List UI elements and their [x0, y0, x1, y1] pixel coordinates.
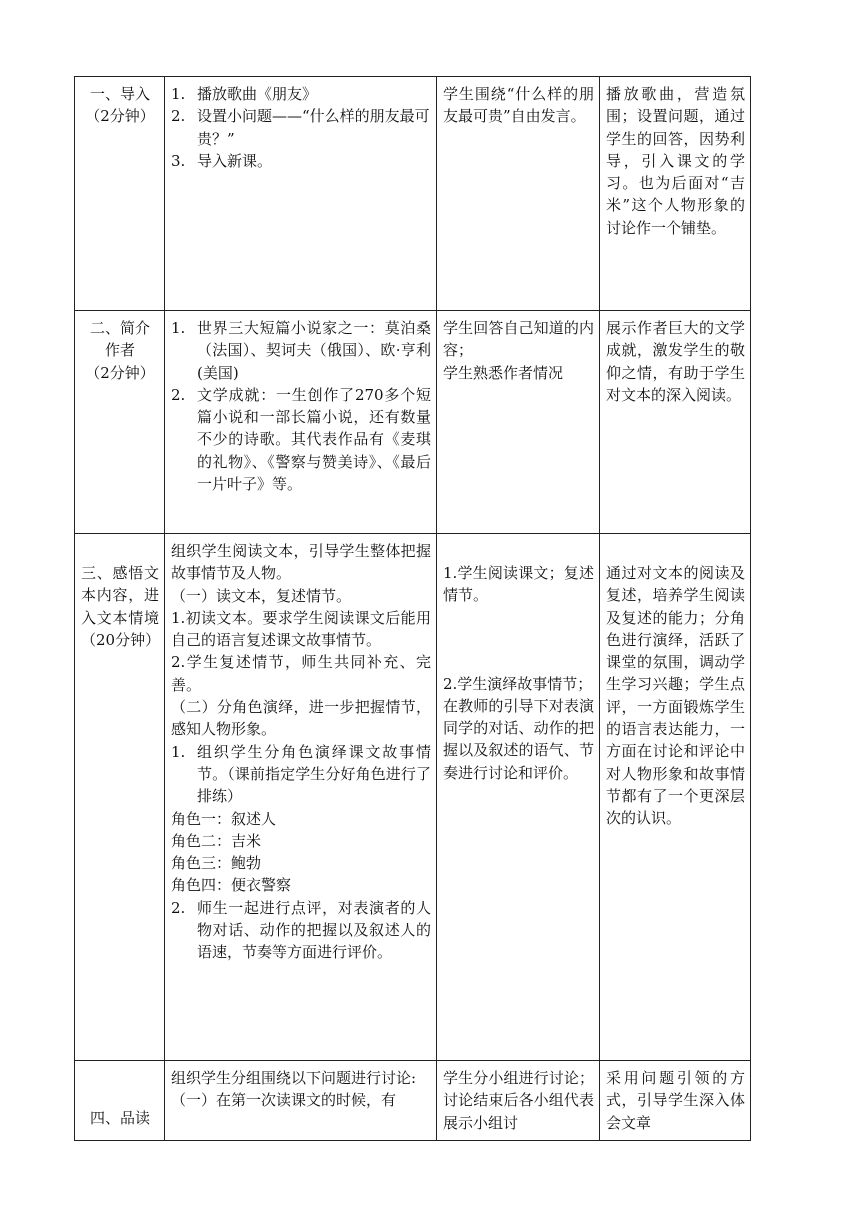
- teacher-activity-list: [171, 83, 431, 172]
- list-item: 1. 组织学生分角色演绎课文故事情节。（课前指定学生分好角色进行了排练）: [171, 742, 431, 806]
- table-row: [75, 534, 751, 1061]
- purpose-cell: 播放歌曲，营造氛围；设置问题，通过学生的回答，因势利导，引入课文的学习。也为后面对“吉米”这个人物形象的讨论作一个铺垫。: [600, 77, 751, 311]
- purpose-cell: 通过对文本的阅读及复述，培养学生阅读及复述的能力；分角色进行演绎，活跃了课堂的氛围，调动学生学习兴趣；学生点评，一方面锻炼学生的语言表达能力，一方面在讨论和评论中对人物形象和故事情节都有了一个更深层次的认识。: [600, 534, 751, 1061]
- lesson-plan-table: [74, 76, 751, 1141]
- stage-cell: [75, 77, 165, 311]
- stage-label: 四、品读: [89, 1108, 150, 1127]
- teacher-activity-cell: [165, 311, 437, 534]
- student-activity-cell: 学生分小组进行讨论；讨论结束后各小组代表展示小组讨: [437, 1061, 600, 1141]
- role-line: 角色一：叙述人: [171, 809, 277, 828]
- stage-cell: 二、简介 作者 （2分钟）: [75, 311, 165, 534]
- purpose-cell: 采用问题引领的方式，引导学生深入体会文章: [600, 1061, 751, 1141]
- purpose-cell: 展示作者巨大的文学成就，激发学生的敬仰之情，有助于学生对文本的深入阅读。: [600, 311, 751, 534]
- teacher-activity-list: [171, 897, 431, 964]
- role-line: 角色三：鲍勃: [171, 854, 262, 873]
- list-item: 1. 播放歌曲《朋友》: [171, 85, 318, 103]
- stage-cell: [75, 1061, 165, 1141]
- student-activity-cell: 1.学生阅读课文；复述情节。 2.学生演绎故事情节； 在教师的引导下对表演同学的对话、动作的把握以及叙述的语气、节奏进行讨论和评价。: [437, 534, 600, 1061]
- table-row: [75, 1061, 751, 1141]
- role-line: 角色二：吉米: [171, 831, 262, 850]
- stage-label: 三、感悟文本内容，进入文本情境（20分钟）: [81, 564, 161, 649]
- list-item: 2. 文学成就：一生创作了270多个短篇小说和一部长篇小说，还有数量不少的诗歌。其代表作品有《麦琪的礼物》、《警察与赞美诗》、《最后一片叶子》等。: [171, 385, 431, 494]
- list-item: 3. 导入新课。: [171, 151, 273, 170]
- role-line: 角色四：便衣警察: [171, 876, 292, 895]
- student-activity-cell: 学生回答自己知道的内容； 学生熟悉作者情况: [437, 311, 600, 534]
- stage-cell: [75, 534, 165, 1061]
- stage-label: 一、导入（2分钟）: [85, 85, 155, 126]
- list-item: 1. 世界三大短篇小说家之一：莫泊桑（法国）、契诃夫（俄国）、欧·亨利(美国): [171, 319, 431, 382]
- student-activity-cell: 学生围绕“什么样的朋友最可贵”自由发言。: [437, 77, 600, 311]
- teacher-activity-list: [171, 317, 431, 495]
- teacher-activity-cell: 组织学生分组围绕以下问题进行讨论: （一）在第一次读课文的时候，有: [165, 1061, 437, 1141]
- table-row: [75, 311, 751, 534]
- teacher-activity-cell: 组织学生阅读文本，引导学生整体把握故事情节及人物。 （一）读文本，复述情节。 1.初读文本。要求学生阅读课文后能用自己的语言复述课文故事情节。 2.学生复述情节，师生共同补充、完善。 （二）分角色演绎，进一步把握情节，感知人物形象。 1. 组织学生分角色演绎课文故事情节。（课前指定学生分好角色进行了排练） 角色一：叙述人 角色二：吉米 角色三：鲍勃 角色四：便衣警察 2. 师生一起进行点评，对表演者的人物对话、动作的把握以及叙述人的语速，节奏等方面进行评价。: [165, 534, 437, 1061]
- list-item: 2. 师生一起进行点评，对表演者的人物对话、动作的把握以及叙述人的语速，节奏等方面进行评价。: [171, 898, 431, 962]
- stage-label: 二、简介: [89, 319, 150, 337]
- table-row: [75, 77, 751, 311]
- list-item: 2. 设置小问题——“什么样的朋友最可贵？”: [171, 107, 430, 148]
- teacher-activity-cell: [165, 77, 437, 311]
- teacher-activity-list: [171, 741, 431, 808]
